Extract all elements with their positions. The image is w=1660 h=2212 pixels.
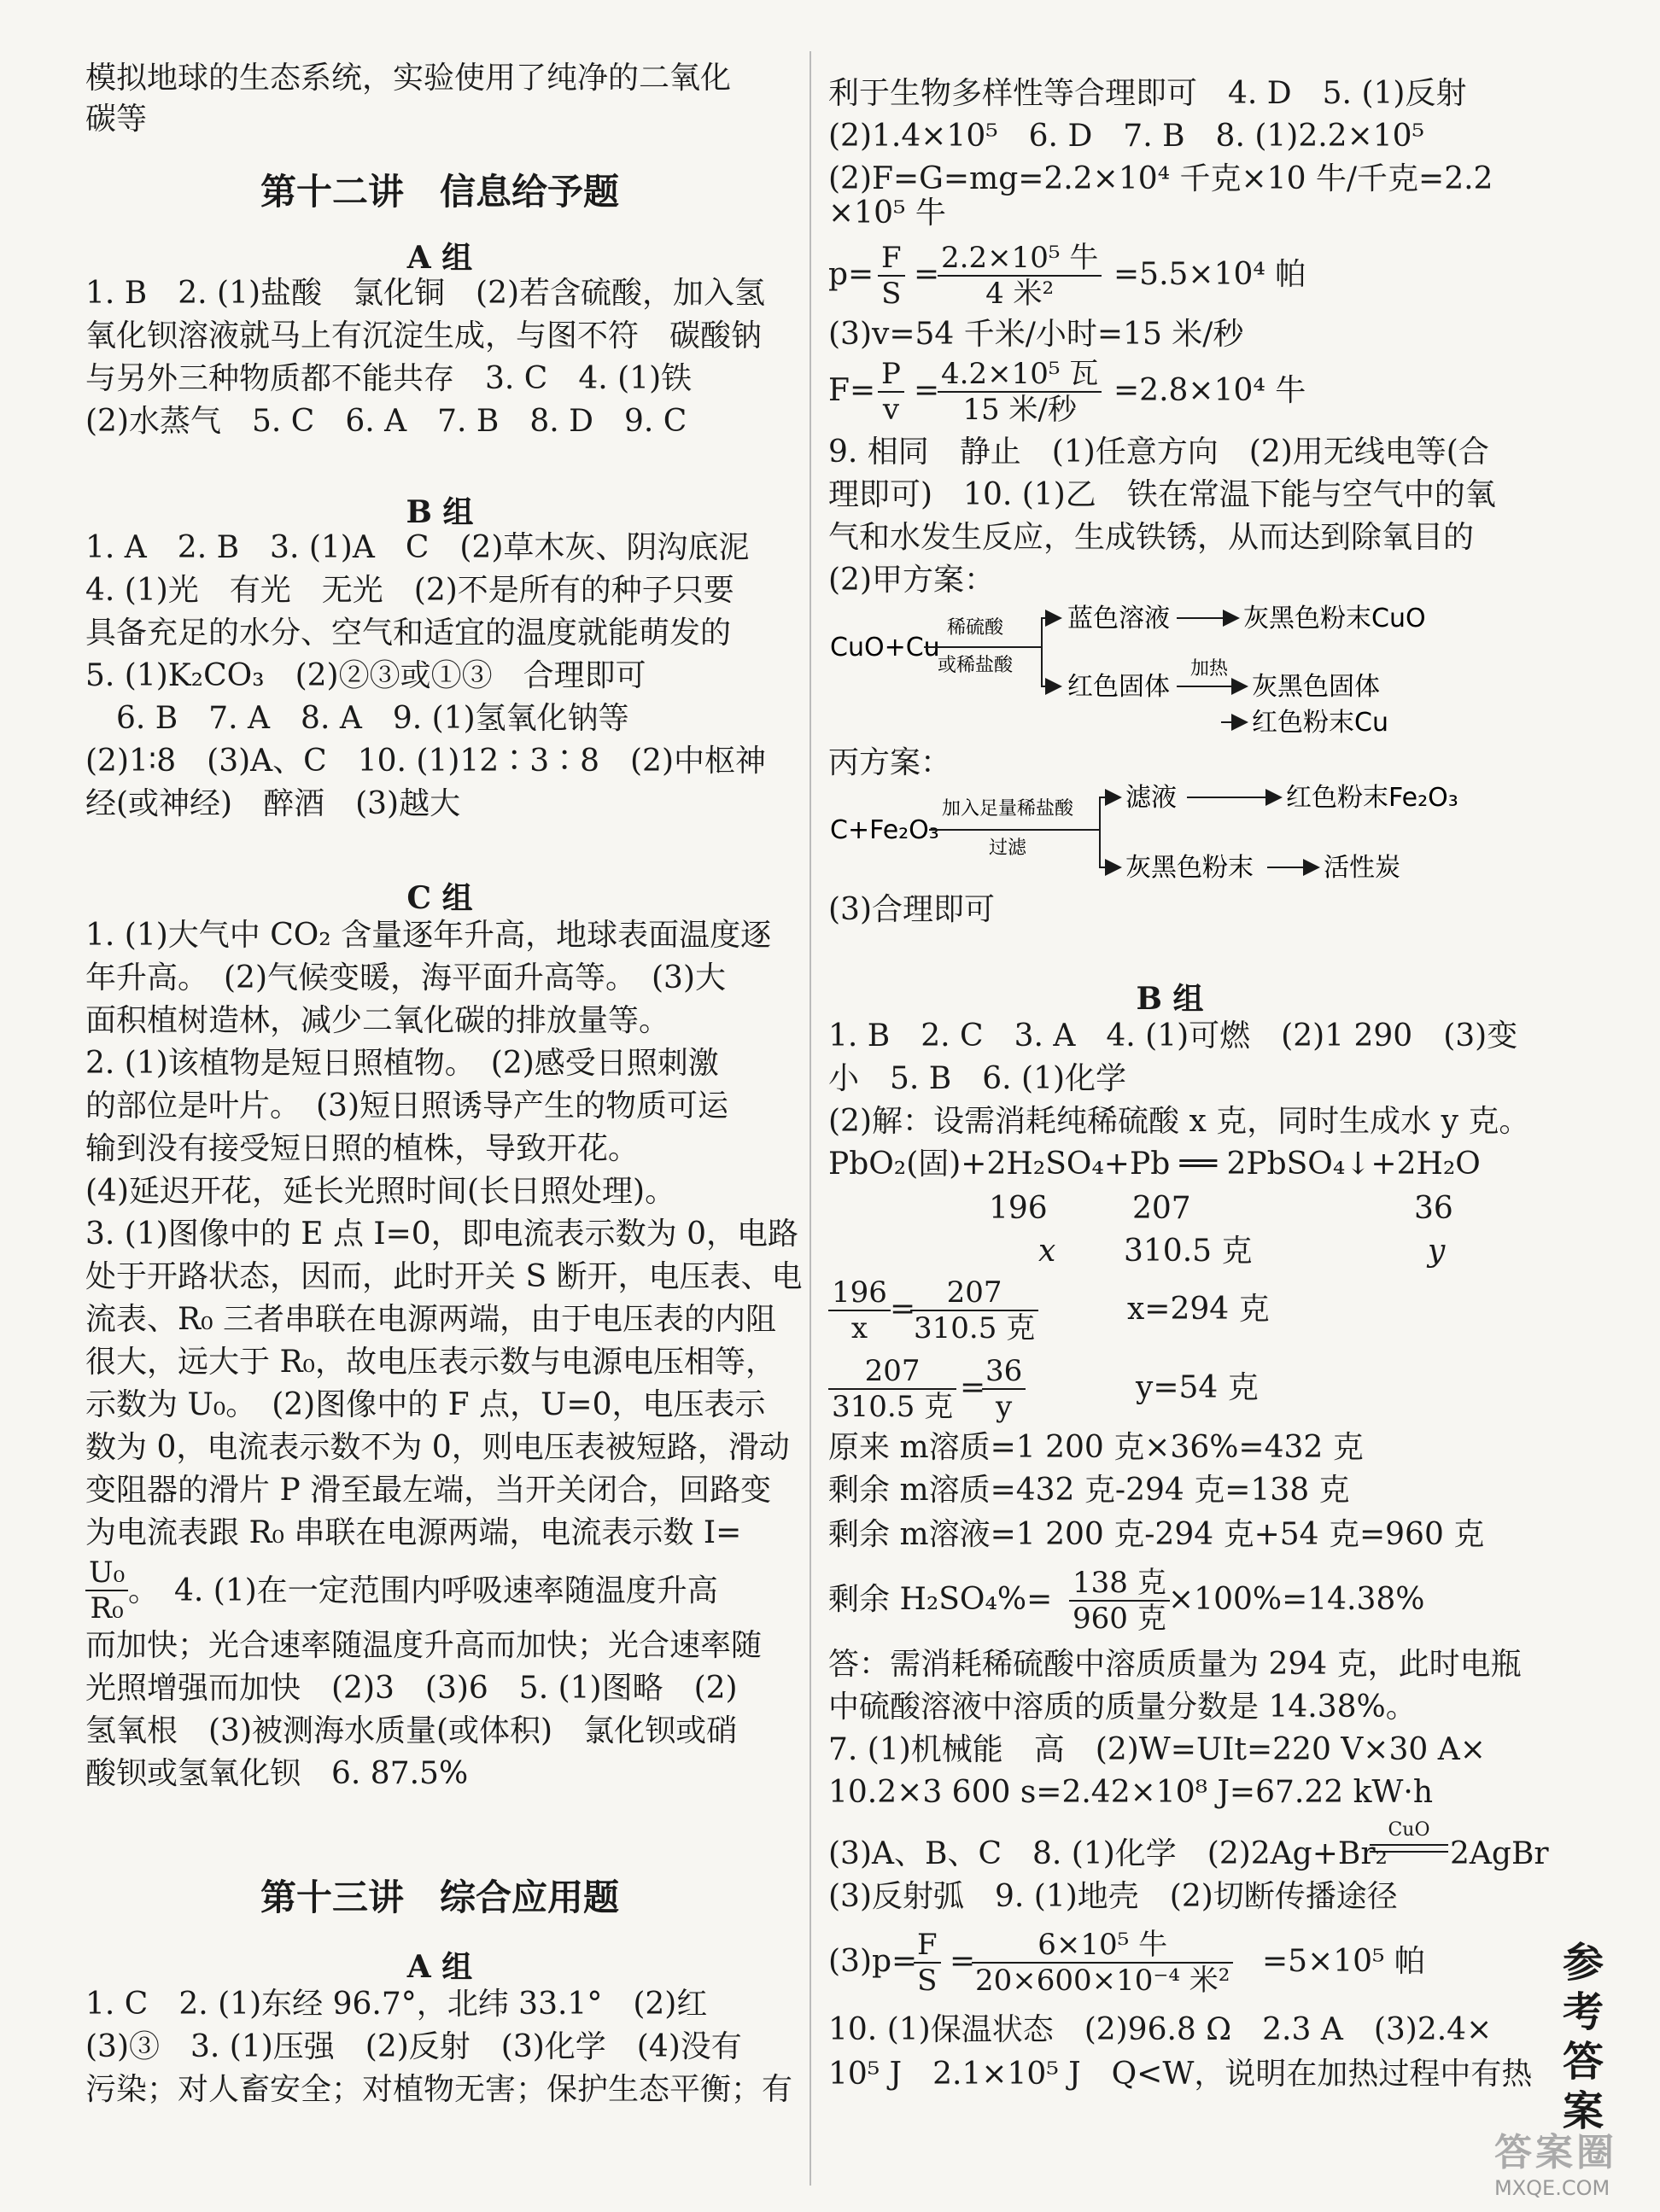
fraction-denominator: 310.5 克 bbox=[832, 1390, 954, 1424]
fraction-value bbox=[938, 241, 1102, 311]
ratio-fraction bbox=[982, 1354, 1026, 1424]
reagent-top: 稀硫酸 bbox=[946, 617, 1004, 639]
answer-line: (2)F=G=mg=2.2×10⁴ 千克×10 牛/千克=2.2 bbox=[828, 161, 1493, 196]
equation-rhs: ×100%=14.38% bbox=[1168, 1582, 1425, 1617]
fraction-numerator: 207 bbox=[828, 1354, 956, 1390]
ratio-fraction bbox=[910, 1275, 1038, 1345]
fraction-numerator: 4.2×10⁵ 瓦 bbox=[938, 357, 1102, 393]
equation-lhs: 剩余 H₂SO₄%= bbox=[828, 1582, 1053, 1617]
branch-2: 灰黑色粉末 bbox=[1125, 853, 1254, 883]
answer-line: 很大，远大于 R₀，故电压表示数与电源电压相等， bbox=[85, 1345, 776, 1380]
fraction-numerator: 138 克 bbox=[1069, 1566, 1170, 1602]
equation-lhs: p= bbox=[828, 257, 874, 292]
answer-line: 具备充足的水分、空气和适宜的温度就能萌发的 bbox=[85, 616, 732, 651]
answer-line: 3. (1)图像中的 E 点 I=0，即电流表示数为 0，电路 bbox=[85, 1217, 799, 1252]
reagent-bottom: 过滤 bbox=[988, 838, 1027, 859]
answer-line: 4. (1)光 有光 无光 (2)不是所有的种子只要 bbox=[85, 573, 734, 608]
group-a-12-heading: A 组 bbox=[406, 240, 473, 276]
stoich-coefficient: 207 bbox=[1132, 1191, 1191, 1226]
fraction-denominator: 960 克 bbox=[1073, 1602, 1166, 1636]
fraction-numerator: F bbox=[878, 241, 905, 277]
reagent-bottom: 或稀盐酸 bbox=[937, 655, 1014, 676]
answer-line: 经(或神经) 醉酒 (3)越大 bbox=[85, 786, 461, 821]
answer-line: 输到没有接受短日照的植株，导致开花。 bbox=[85, 1131, 640, 1166]
answer-line: 面积植树造林，减少二氧化碳的排放量等。 bbox=[85, 1003, 670, 1038]
fraction-numerator: 196 bbox=[828, 1275, 891, 1311]
answer-line: 酸钡或氢氧化钡 6. 87.5% bbox=[85, 1756, 469, 1791]
ratio-result: y=54 克 bbox=[1136, 1370, 1259, 1405]
group-c-12-heading: C 组 bbox=[406, 880, 473, 916]
group-b-13-heading: B 组 bbox=[1136, 981, 1204, 1017]
answer-line: 2. (1)该植物是短日照植物。 (2)感受日照刺激 bbox=[85, 1046, 719, 1081]
scheme-bing-diagram bbox=[828, 779, 1503, 898]
answer-line: (2)水蒸气 5. C 6. A 7. B 8. D 9. C bbox=[85, 404, 687, 439]
column-divider bbox=[810, 51, 811, 2186]
answer-line: (2)1∶8 (3)A、C 10. (1)12∶3∶8 (2)中枢神 bbox=[85, 744, 767, 779]
answer-line: 氢氧根 (3)被测海水质量(或体积) 氯化钡或硝 bbox=[85, 1713, 738, 1748]
branch-arrow bbox=[1042, 647, 1061, 686]
intro-line-2: 碳等 bbox=[85, 102, 148, 137]
answer-line: (3)v=54 千米/小时=15 米/秒 bbox=[828, 317, 1244, 352]
side-tab-char: 案 bbox=[1562, 2087, 1604, 2135]
answer-line: (4)延迟开花，延长光照时间(长日照处理)。 bbox=[85, 1174, 676, 1209]
answer-line: 中硫酸溶液中溶质的质量分数是 14.38%。 bbox=[828, 1690, 1417, 1725]
answer-line: 光照增强而加快 (2)3 (3)6 5. (1)图略 (2) bbox=[85, 1671, 738, 1706]
reaction-product: 2AgBr bbox=[1450, 1836, 1549, 1871]
answer-line: (3)合理即可 bbox=[828, 892, 995, 927]
fraction-denominator: v bbox=[882, 393, 900, 427]
equals-sign: = bbox=[950, 1944, 976, 1979]
fraction-denominator: S bbox=[917, 1964, 938, 1998]
answer-line: (2)1.4×10⁵ 6. D 7. B 8. (1)2.2×10⁵ bbox=[828, 119, 1424, 154]
stoich-unknown: y bbox=[1428, 1234, 1446, 1269]
equation-rhs: =2.8×10⁴ 牛 bbox=[1113, 373, 1306, 408]
answer-line: 气和水发生反应，生成铁锈，从而达到除氧目的 bbox=[828, 520, 1475, 555]
equation-lhs: (3)p= bbox=[828, 1944, 918, 1979]
reaction-equals-sign bbox=[1370, 1844, 1448, 1853]
lecture-13-title: 第十三讲 综合应用题 bbox=[260, 1876, 619, 1918]
side-tab-char: 考 bbox=[1562, 1988, 1604, 2036]
scheme-start: C+Fe₂O₃ bbox=[830, 815, 939, 845]
answer-line: 的部位是叶片。 (3)短日照诱导产生的物质可运 bbox=[85, 1088, 728, 1124]
fraction-denominator: 310.5 克 bbox=[914, 1311, 1036, 1345]
answer-line: (3)A、B、C 8. (1)化学 (2)2Ag+Br₂ bbox=[828, 1836, 1388, 1871]
fraction-u0-r0 bbox=[85, 1555, 128, 1625]
answer-line: 与另外三种物质都不能共存 3. C 4. (1)铁 bbox=[85, 361, 693, 396]
equation-rhs: =5×10⁵ 帕 bbox=[1262, 1944, 1425, 1979]
fraction-numerator: U₀ bbox=[85, 1555, 128, 1591]
intro-line-1: 模拟地球的生态系统，实验使用了纯净的二氧化 bbox=[85, 61, 732, 96]
answer-line: 氧化钡溶液就马上有沉淀生成，与图不符 碳酸钠 bbox=[85, 318, 763, 353]
side-tab-char: 答 bbox=[1562, 2038, 1604, 2086]
answer-line: 利于生物多样性等合理即可 4. D 5. (1)反射 bbox=[828, 76, 1467, 111]
fraction-p-v bbox=[878, 357, 904, 427]
fraction-denominator: S bbox=[881, 277, 902, 311]
branch-2-result-1: 灰黑色固体 bbox=[1252, 672, 1380, 702]
equals-sign: = bbox=[960, 1370, 986, 1405]
fraction-f-s bbox=[914, 1928, 941, 1998]
equation-lhs: F= bbox=[828, 373, 876, 408]
chemical-equation: PbO₂(固)+2H₂SO₄+Pb ══ 2PbSO₄↓+2H₂O bbox=[828, 1147, 1481, 1182]
answer-line: 答：需消耗稀硫酸中溶质质量为 294 克，此时电瓶 bbox=[828, 1647, 1522, 1682]
answer-line: 1. (1)大气中 CO₂ 含量逐年升高，地球表面温度逐 bbox=[85, 918, 772, 953]
branch-1: 蓝色溶液 bbox=[1067, 604, 1170, 633]
fraction-denominator: 20×600×10⁻⁴ 米² bbox=[975, 1964, 1230, 1998]
scheme-bing-label: 丙方案： bbox=[828, 745, 952, 780]
fraction-denominator: 4 米² bbox=[985, 277, 1055, 311]
reagent-top: 加入足量稀盐酸 bbox=[941, 798, 1074, 820]
equals-sign: = bbox=[914, 257, 940, 292]
answer-line: 流表、R₀ 三者串联在电源两端，由于电压表的内阻 bbox=[85, 1302, 776, 1337]
heat-label: 加热 bbox=[1189, 658, 1229, 680]
branch-1-result: 灰黑色粉末CuO bbox=[1243, 604, 1426, 633]
answer-line: 示数为 U₀。 (2)图像中的 F 点，U=0，电压表示 bbox=[85, 1387, 766, 1422]
fraction-numerator: 2.2×10⁵ 牛 bbox=[938, 241, 1102, 277]
answer-line: 为电流表跟 R₀ 串联在电源两端，电流表示数 I= bbox=[85, 1515, 742, 1550]
lecture-12-title: 第十二讲 信息给予题 bbox=[260, 171, 619, 213]
answer-line: 理即可) 10. (1)乙 铁在常温下能与空气中的氧 bbox=[828, 477, 1496, 512]
percent-fraction bbox=[1069, 1566, 1170, 1636]
branch-1: 滤液 bbox=[1125, 783, 1177, 813]
branch-2-result: 活性炭 bbox=[1324, 853, 1400, 883]
equals-sign: = bbox=[914, 373, 940, 408]
branch-arrow bbox=[1026, 618, 1061, 647]
equation-rhs: =5.5×10⁴ 帕 bbox=[1113, 257, 1306, 292]
group-b-12-heading: B 组 bbox=[406, 494, 474, 530]
fraction-numerator: 36 bbox=[982, 1354, 1026, 1390]
answer-line: (3)反射弧 9. (1)地壳 (2)切断传播途径 bbox=[828, 1879, 1398, 1914]
scheme-jia-diagram bbox=[828, 598, 1503, 751]
stoich-coefficient: 196 bbox=[989, 1191, 1048, 1226]
stoich-unknown: x bbox=[1038, 1234, 1056, 1269]
branch-2-result-2: 红色粉末Cu bbox=[1252, 708, 1388, 738]
side-tab-char: 参 bbox=[1562, 1939, 1604, 1987]
answer-line: 而加快；光合速率随温度升高而加快；光合速率随 bbox=[85, 1628, 763, 1663]
stoich-coefficient: 36 bbox=[1414, 1191, 1453, 1226]
watermark-url: MXQE.COM bbox=[1494, 2176, 1610, 2200]
fraction-denominator: R₀ bbox=[90, 1591, 124, 1625]
answer-line: (3)③ 3. (1)压强 (2)反射 (3)化学 (4)没有 bbox=[85, 2029, 742, 2064]
branch-arrow bbox=[1084, 797, 1120, 830]
answer-line: 9. 相同 静止 (1)任意方向 (2)用无线电等(合 bbox=[828, 435, 1489, 470]
branch-arrow bbox=[1100, 830, 1120, 867]
answer-line: 处于开路状态，因而，此时开关 S 断开，电压表、电 bbox=[85, 1259, 803, 1294]
answer-line: 10.2×3 600 s=2.42×10⁸ J=67.22 kW·h bbox=[828, 1775, 1434, 1810]
fraction-value bbox=[972, 1928, 1233, 1998]
answer-line: 10. (1)保温状态 (2)96.8 Ω 2.3 A (3)2.4× bbox=[828, 2012, 1493, 2047]
ratio-result: x=294 克 bbox=[1127, 1292, 1270, 1327]
answer-line: 6. B 7. A 8. A 9. (1)氢氧化钠等 bbox=[85, 701, 629, 736]
fraction-value bbox=[938, 357, 1102, 427]
answer-line: 剩余 m溶液=1 200 克-294 克+54 克=960 克 bbox=[828, 1517, 1485, 1552]
side-tab-reference-answers bbox=[1558, 1938, 1609, 2136]
fraction-numerator: P bbox=[878, 357, 904, 393]
scheme-start: CuO+Cu bbox=[830, 633, 940, 662]
answer-line: 7. (1)机械能 高 (2)W=UIt=220 V×30 A× bbox=[828, 1732, 1486, 1767]
answer-line: 1. B 2. (1)盐酸 氯化铜 (2)若含硫酸，加入氢 bbox=[85, 276, 766, 311]
answer-line: 1. C 2. (1)东经 96.7°，北纬 33.1° (2)红 bbox=[85, 1987, 708, 2022]
fraction-denominator: 15 米/秒 bbox=[962, 393, 1077, 427]
answer-line: 1. B 2. C 3. A 4. (1)可燃 (2)1 290 (3)变 bbox=[828, 1018, 1518, 1053]
branch-1-result: 红色粉末Fe₂O₃ bbox=[1286, 783, 1458, 813]
ratio-fraction bbox=[828, 1275, 891, 1345]
answer-line: 5. (1)K₂CO₃ (2)②③或①③ 合理即可 bbox=[85, 658, 646, 693]
fraction-denominator: x bbox=[850, 1311, 868, 1345]
answer-line: 变阻器的滑片 P 滑至最左端，当开关闭合，回路变 bbox=[85, 1473, 772, 1508]
watermark-logo: 答案圈 bbox=[1494, 2131, 1617, 2174]
equals-sign: = bbox=[890, 1292, 916, 1327]
answer-line: 小 5. B 6. (1)化学 bbox=[828, 1061, 1127, 1096]
fraction-numerator: F bbox=[914, 1928, 941, 1964]
answer-line: 1. A 2. B 3. (1)A C (2)草木灰、阴沟底泥 bbox=[85, 530, 750, 565]
group-a-13-heading: A 组 bbox=[406, 1949, 473, 1985]
watermark bbox=[1494, 2122, 1617, 2200]
catalyst-label: CuO bbox=[1388, 1819, 1430, 1841]
fraction-numerator: 207 bbox=[910, 1275, 1038, 1311]
branch-2: 红色固体 bbox=[1067, 672, 1170, 702]
answer-line: 数为 0，电流表示数不为 0，则电压表被短路，滑动 bbox=[85, 1430, 790, 1465]
stoich-given: 310.5 克 bbox=[1124, 1234, 1253, 1269]
ratio-fraction bbox=[828, 1354, 956, 1424]
answer-line: 剩余 m溶质=432 克-294 克=138 克 bbox=[828, 1473, 1350, 1508]
fraction-denominator: y bbox=[996, 1390, 1013, 1424]
answer-line: 10⁵ J 2.1×10⁵ J Q<W，说明在加热过程中有热 bbox=[828, 2057, 1533, 2092]
fraction-numerator: 6×10⁵ 牛 bbox=[972, 1928, 1233, 1964]
answer-line: ×10⁵ 牛 bbox=[828, 196, 946, 231]
answer-line: 污染；对人畜安全；对植物无害；保护生态平衡；有 bbox=[85, 2072, 793, 2107]
answer-line: (2)解：设需消耗纯稀硫酸 x 克，同时生成水 y 克。 bbox=[828, 1104, 1530, 1139]
answer-line: (2)甲方案： bbox=[828, 563, 995, 598]
answer-line: 原来 m溶质=1 200 克×36%=432 克 bbox=[828, 1430, 1364, 1465]
fraction-f-s bbox=[878, 241, 905, 311]
answer-line: 。 4. (1)在一定范围内呼吸速率随温度升高 bbox=[128, 1573, 718, 1608]
answer-line: 年升高。 (2)气候变暖，海平面升高等。 (3)大 bbox=[85, 960, 726, 995]
